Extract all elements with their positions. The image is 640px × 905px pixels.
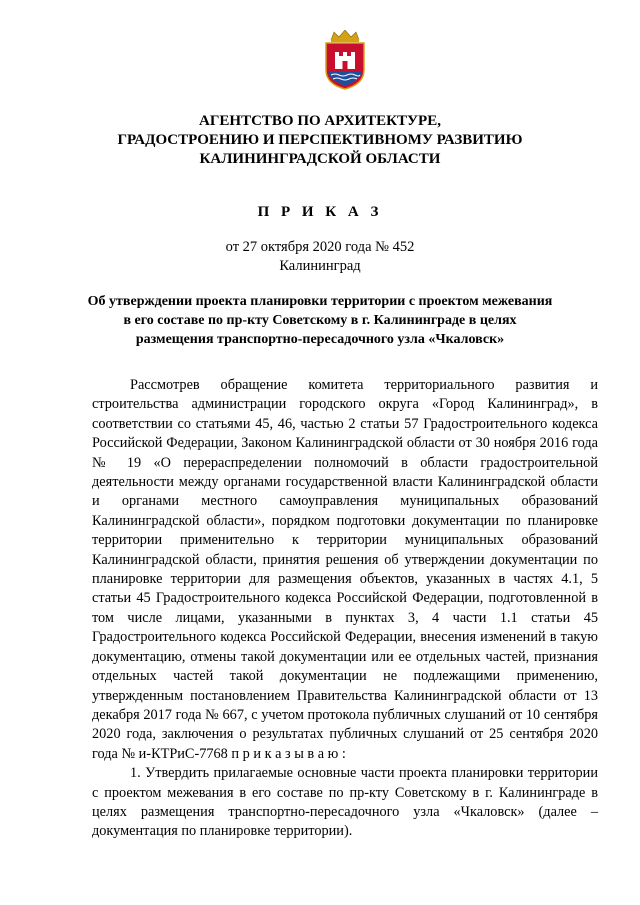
- agency-name-line-1: АГЕНТСТВО ПО АРХИТЕКТУРЕ,: [199, 113, 441, 129]
- order-subject-line-3: размещения транспортно-пересадочного узла «Чкаловск»: [135, 332, 505, 347]
- order-body: [92, 376, 598, 842]
- kaliningrad-region-coat-of-arms-icon: [322, 30, 368, 90]
- order-title: П Р И К А З: [257, 204, 383, 220]
- agency-name: [40, 112, 600, 169]
- agency-name-line-2: ГРАДОСТРОЕНИЮ И ПЕРСПЕКТИВНОМУ РАЗВИТИЮ: [117, 132, 523, 148]
- order-subject-line-2: в его составе по пр-кту Советскому в г. Калининграде в целях: [123, 313, 517, 328]
- order-subject-line-1: Об утверждении проекта планировки территории с проектом межевания: [87, 294, 553, 309]
- order-date-number: от 27 октября 2020 года № 452: [225, 239, 415, 255]
- order-meta: [40, 238, 600, 276]
- body-paragraph-item-1: 1. Утвердить прилагаемые основные части проекта планировки территории с проектом межевания в его составе по пр-кту Советскому в г. Калининграде в целях размещения транспортно-пересадочного узла «Чкаловск» (далее – документация по планировке территории).: [92, 765, 598, 840]
- agency-name-line-3: КАЛИНИНГРАДСКОЙ ОБЛАСТИ: [199, 151, 441, 167]
- body-paragraph-preamble: Рассмотрев обращение комитета территориального развития и строительства администрации городского округа «Город Калининград», в соответствии со статьями 45, 46, частью 2 статьи 57 Градостроительного кодекса Российской Федерации, Законом Калининградской области от 30 ноября 2016 года № 19 «О перераспределении полномочий в области градостроительной деятельности между органами государственной власти Калининградской области и органами местного самоуправления муниципальных образований Калининградской области», порядком подготовки документации по планировке территории применительно к территории муниципальных образований Калининградской области, принятия решения об утверждении документации по планировке территории для размещения объектов, указанных в частях 4.1, 5 статьи 45 Градостроительного кодекса Российской Федерации, подготовленной в том числе лицами, указанными в пунктах 3, 4 части 1.1 статьи 45 Градостроительного кодекса Российской Федерации, внесения изменений в такую документацию, отмены такой документации или ее отдельных частей, признания отдельных частей такой документации не подлежащими применению, утвержденным постановлением Правительства Калининградской области от 13 декабря 2017 года № 667, с учетом протокола публичных слушаний от 10 сентября 2020 года, заключения о результатах публичных слушаний от 25 сентября 2020 года № и-КТРиС-7768 п р и к а з ы в а ю :: [92, 377, 598, 762]
- order-city: Калининград: [279, 258, 361, 274]
- order-subject: [60, 292, 580, 349]
